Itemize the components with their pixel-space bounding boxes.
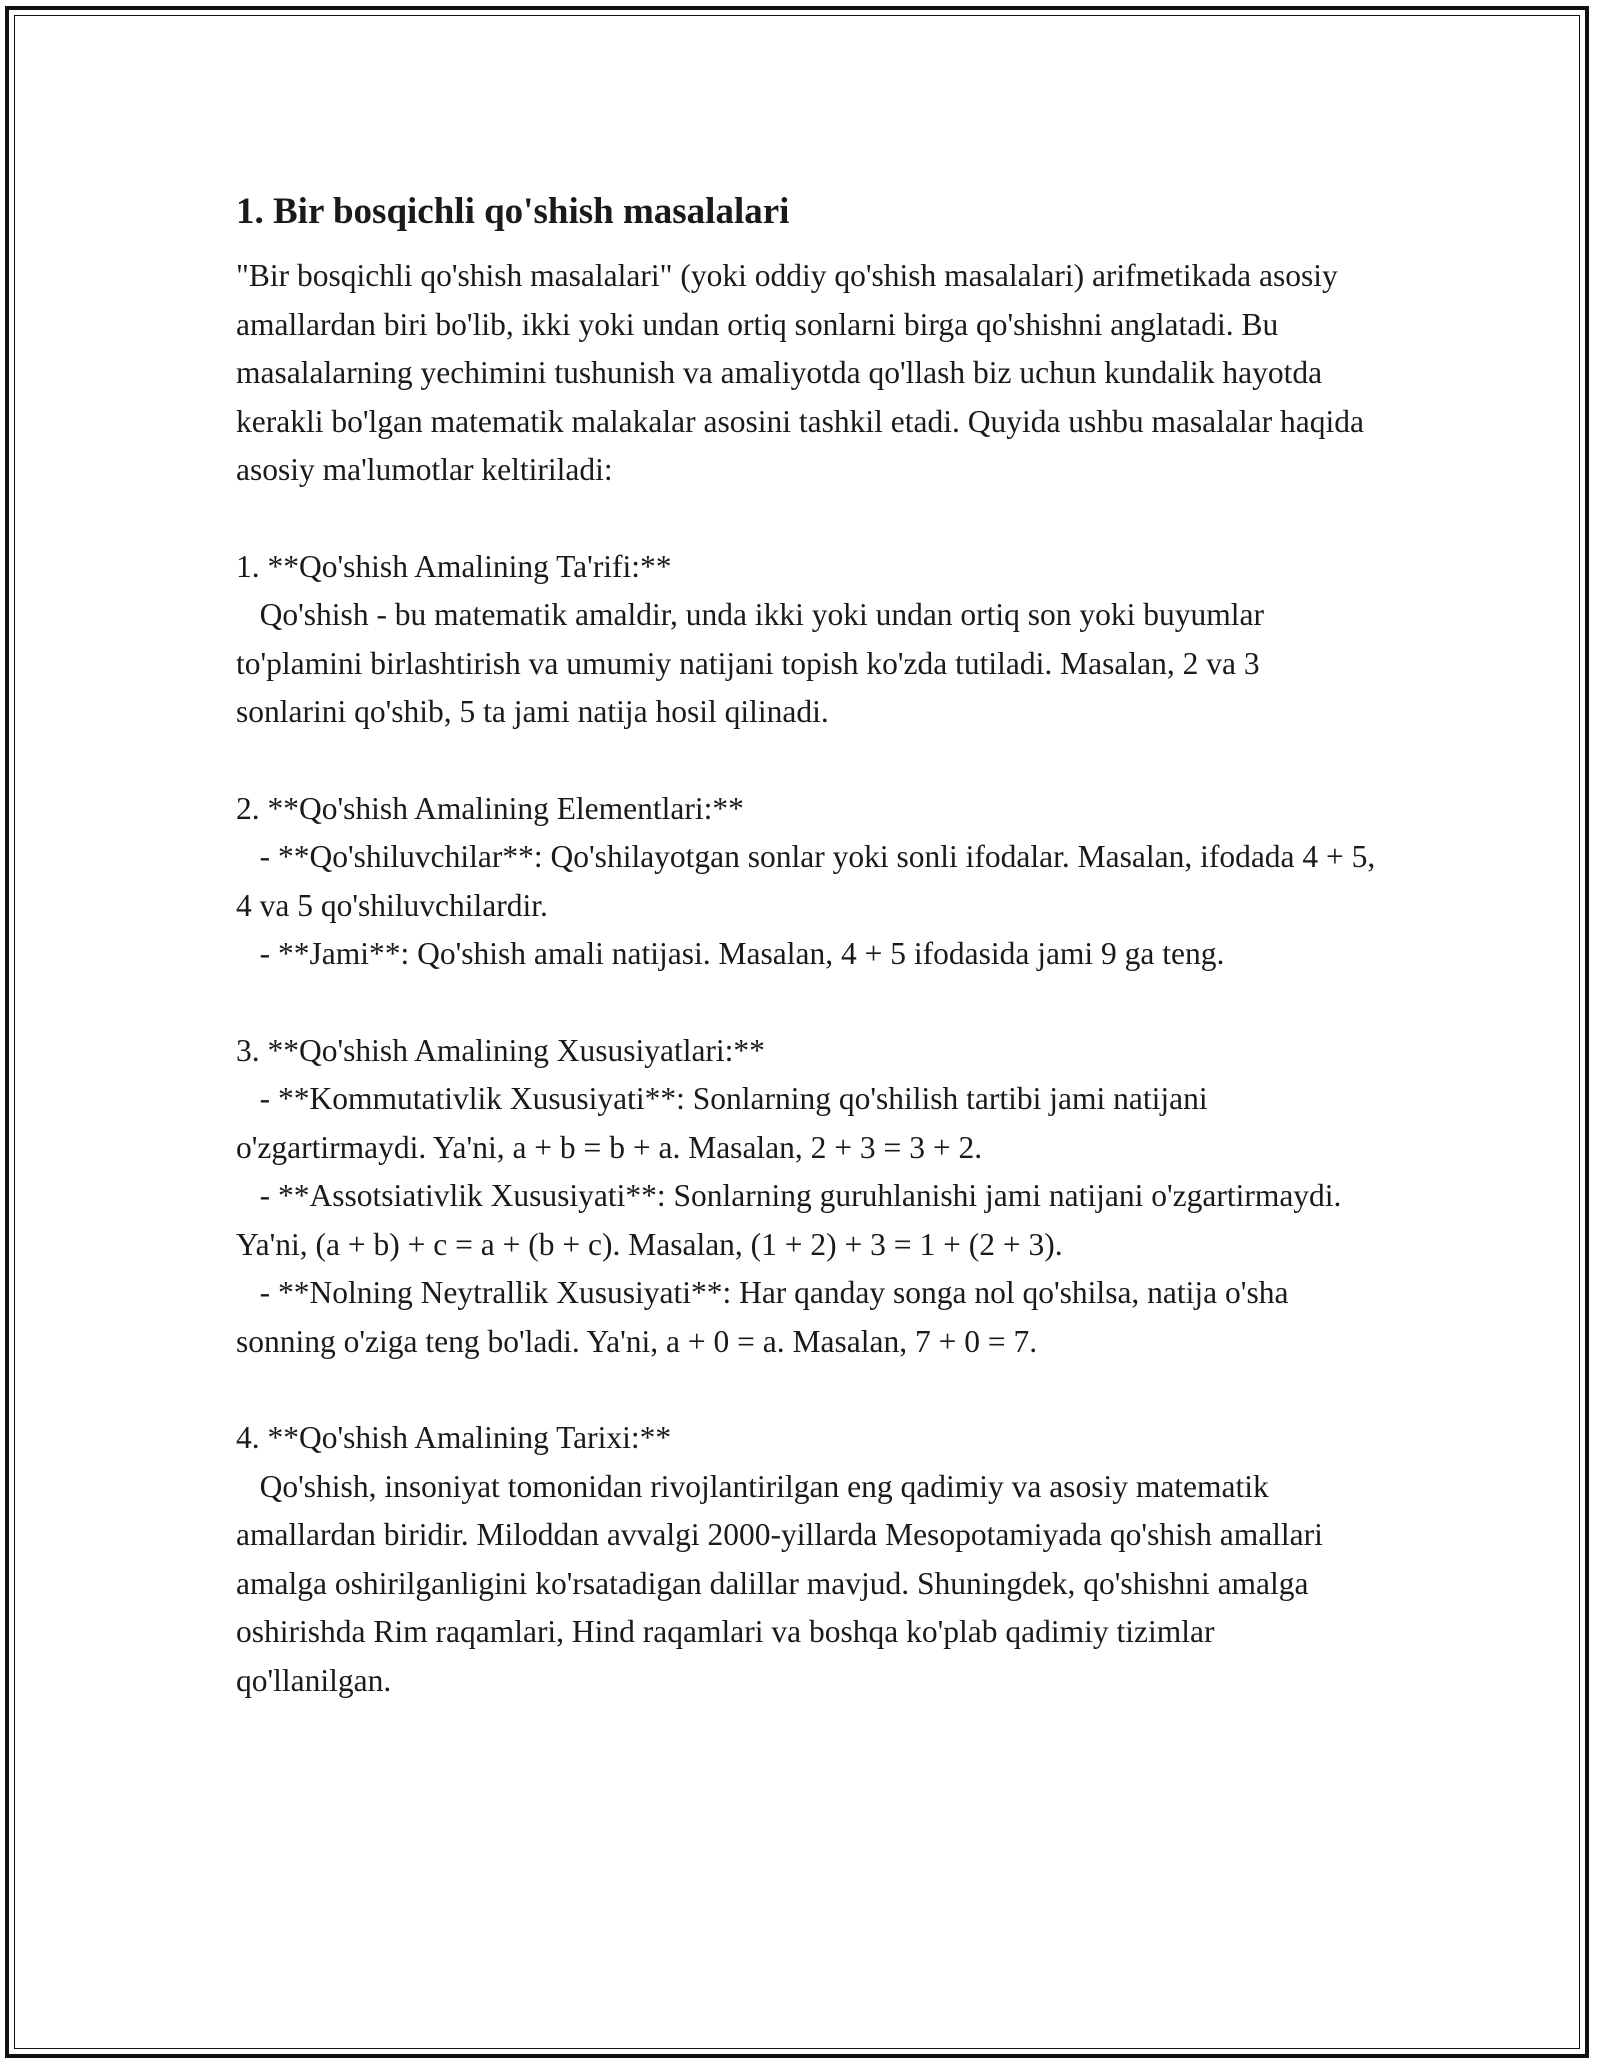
section-definition (236, 543, 1376, 737)
section-line: - **Kommutativlik Xususiyati**: Sonlarning qo'shilish tartibi jami natijani o'zgartirmaydi. Ya'ni, a + b = b + a. Masalan, 2 + 3 = 3 + 2. (236, 1081, 1216, 1165)
section-line: Qo'shish - bu matematik amaldir, unda ikki yoki undan ortiq son yoki buyumlar to'plamini birlashtirish va umumiy natijani topish ko'zda tutiladi. Masalan, 2 va 3 sonlarini qo'shib, 5 ta jami natija hosil qilinadi. (236, 597, 1272, 729)
section-line: - **Qo'shiluvchilar**: Qo'shilayotgan sonlar yoki sonli ifodalar. Masalan, ifodada 4 + 5, 4 va 5 qo'shiluvchilardir. (236, 839, 1384, 923)
section-title: 4. **Qo'shish Amalining Tarixi:** (236, 1420, 672, 1455)
section-title: 1. **Qo'shish Amalining Ta'rifi:** (236, 548, 672, 584)
section-history (236, 1414, 1376, 1705)
section-line: - **Assotsiativlik Xususiyati**: Sonlarning guruhlanishi jami natijani o'zgartirmaydi. Ya'ni, (a + b) + c = a + (b + c). Masalan, (1 + 2) + 3 = 1 + (2 + 3). (236, 1178, 1349, 1262)
section-properties (236, 1027, 1376, 1367)
section-title: 3. **Qo'shish Amalining Xususiyatlari:** (236, 1032, 765, 1068)
section-elements (236, 785, 1384, 979)
document-heading: 1. Bir bosqichli qo'shish masalalari (236, 191, 790, 232)
section-line: - **Nolning Neytrallik Xususiyati**: Har qanday songa nol qo'shilsa, natija o'sha sonning o'ziga teng bo'ladi. Ya'ni, a + 0 = a. Masalan, 7 + 0 = 7. (236, 1275, 1297, 1359)
document-body (236, 186, 1384, 1705)
section-line: Qo'shish, insoniyat tomonidan rivojlantirilgan eng qadimiy va asosiy matematik amallardan biridir. Miloddan avvalgi 2000-yillarda Mesopotamiyada qo'shish amallari amalga oshirilganligini ko'rsatadigan dalillar mavjud. Shuningdek, qo'shishni amalga oshirishda Rim raqamlari, Hind raqamlari va boshqa ko'plab qadimiy tizimlar qo'llanilgan. (236, 1468, 1331, 1698)
section-line: - **Jami**: Qo'shish amali natijasi. Masalan, 4 + 5 ifodasida jami 9 ga teng. (236, 936, 1225, 971)
intro-paragraph: "Bir bosqichli qo'shish masalalari" (yoki oddiy qo'shish masalalari) arifmetikada asosiy amallardan biri bo'lib, ikki yoki undan ortiq sonlarni birga qo'shishni anglatadi. Bu masalalarning yechimini tushunish va amaliyotda qo'llash biz uchun kundalik hayotda kerakli bo'lgan matematik malakalar asosini tashkil etadi. Quyida ushbu masalalar haqida asosiy ma'lumotlar keltiriladi: (236, 258, 1364, 487)
section-title: 2. **Qo'shish Amalining Elementlari:** (236, 790, 744, 826)
